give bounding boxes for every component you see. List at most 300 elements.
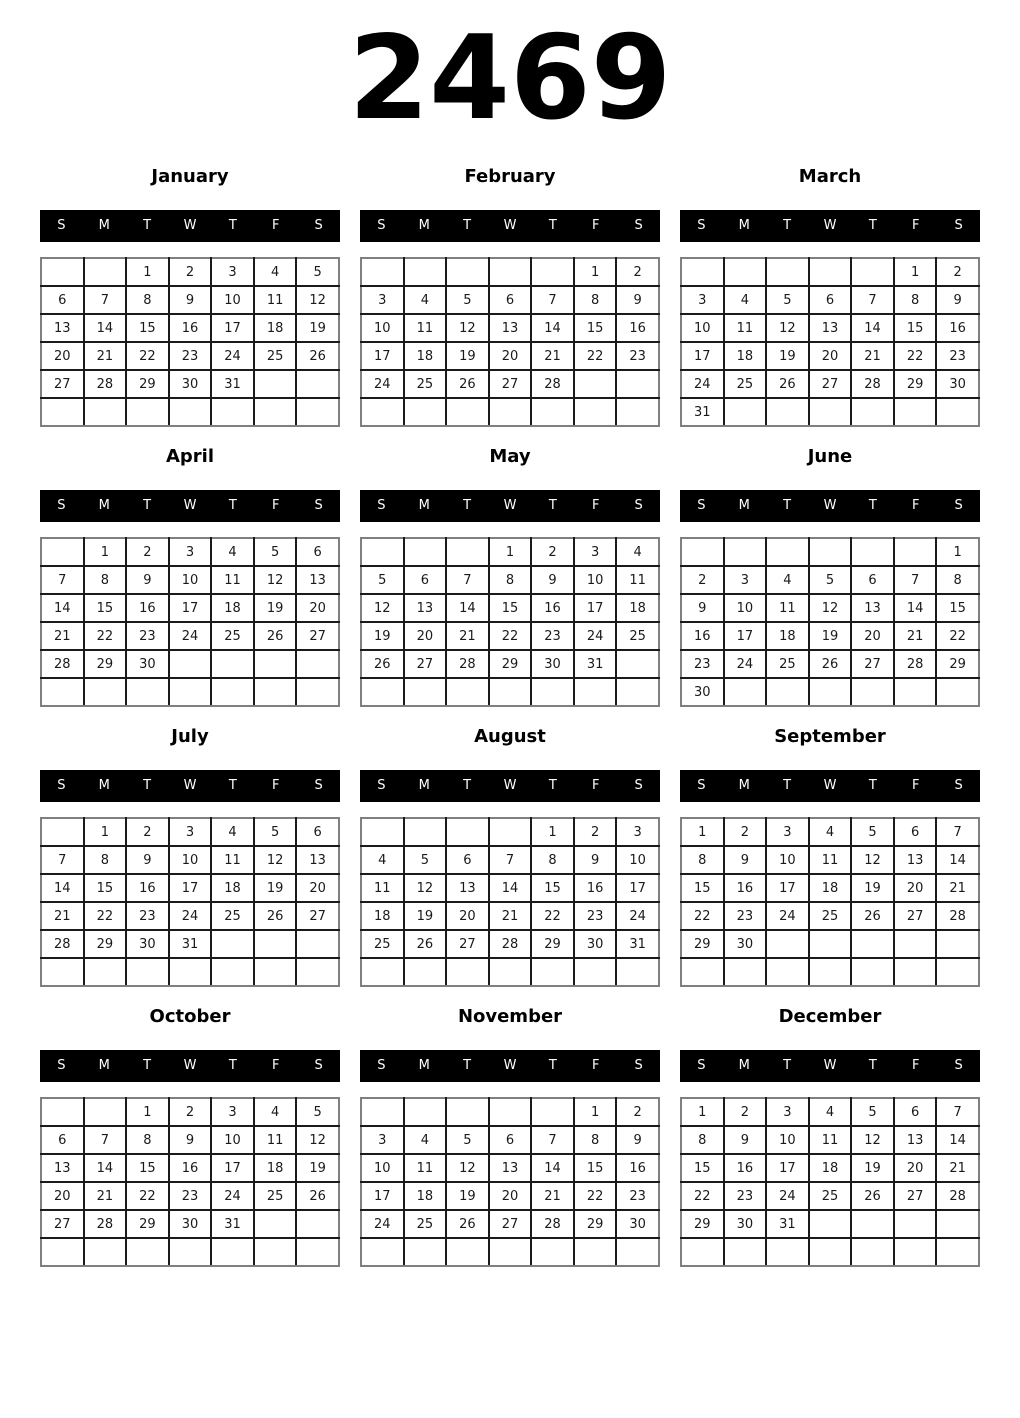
date-cell: 15 [84, 594, 127, 622]
weekday-label: F [271, 498, 280, 513]
date-cell: 20 [851, 622, 894, 650]
date-cell: 31 [169, 930, 212, 958]
header-grid-gap [360, 802, 660, 817]
date-cell [766, 398, 809, 426]
date-cell: 2 [126, 538, 169, 566]
weekday-label: T [463, 1058, 472, 1073]
week-row [41, 818, 339, 846]
date-cell: 25 [404, 1210, 447, 1238]
date-cell: 12 [766, 314, 809, 342]
week-row [361, 1154, 659, 1182]
date-cell [169, 678, 212, 706]
date-cell [531, 1098, 574, 1126]
week-row [41, 342, 339, 370]
month-title: May [489, 446, 531, 467]
date-cell: 1 [489, 538, 532, 566]
date-cell: 2 [936, 258, 979, 286]
date-cell: 11 [211, 846, 254, 874]
weekday-label: S [697, 218, 706, 233]
date-cell: 14 [531, 1154, 574, 1182]
date-cell [489, 1238, 532, 1266]
date-cell: 10 [574, 566, 617, 594]
date-cell: 7 [41, 566, 84, 594]
date-cell: 11 [404, 1154, 447, 1182]
date-cell: 19 [809, 622, 852, 650]
date-cell: 27 [446, 930, 489, 958]
week-row [681, 1238, 979, 1266]
weekday-label: S [314, 1058, 323, 1073]
date-cell [809, 930, 852, 958]
date-cell: 9 [574, 846, 617, 874]
date-cell [404, 818, 447, 846]
date-cell [809, 1238, 852, 1266]
date-cell: 16 [616, 314, 659, 342]
date-cell: 19 [296, 314, 339, 342]
month-title: October [149, 1006, 231, 1027]
date-cell: 1 [126, 258, 169, 286]
month-title: February [464, 166, 556, 187]
date-cell [404, 258, 447, 286]
date-cell: 28 [41, 930, 84, 958]
date-cell: 13 [296, 566, 339, 594]
weekday-header [40, 770, 340, 802]
date-cell: 2 [724, 1098, 767, 1126]
weekday-label: S [314, 218, 323, 233]
month-november [360, 1005, 660, 1267]
date-cell [851, 678, 894, 706]
date-cell: 21 [851, 342, 894, 370]
weekday-label: T [868, 498, 877, 513]
weekday-header [360, 1050, 660, 1082]
date-cell: 26 [404, 930, 447, 958]
date-cell: 18 [211, 594, 254, 622]
week-row [41, 1098, 339, 1126]
date-cell [84, 958, 127, 986]
date-cell [41, 538, 84, 566]
date-cell: 28 [489, 930, 532, 958]
year-title: 2469 [348, 11, 672, 146]
date-cell: 2 [681, 566, 724, 594]
date-cell: 8 [84, 846, 127, 874]
date-cell [446, 1238, 489, 1266]
date-cell: 7 [84, 286, 127, 314]
date-cell: 23 [126, 902, 169, 930]
date-cell: 15 [126, 314, 169, 342]
month-title: December [778, 1006, 882, 1027]
week-row [361, 538, 659, 566]
date-cell: 17 [724, 622, 767, 650]
date-cell: 9 [169, 286, 212, 314]
date-cell: 18 [809, 874, 852, 902]
date-cell: 18 [766, 622, 809, 650]
weekday-label: T [868, 1058, 877, 1073]
date-cell [809, 398, 852, 426]
dates-table [40, 817, 340, 987]
week-row [41, 622, 339, 650]
week-row [41, 258, 339, 286]
date-cell: 23 [681, 650, 724, 678]
date-cell [809, 538, 852, 566]
date-cell: 3 [766, 1098, 809, 1126]
weekday-header [680, 770, 980, 802]
date-cell [936, 958, 979, 986]
date-cell: 6 [894, 818, 937, 846]
date-cell: 3 [574, 538, 617, 566]
week-row [361, 1126, 659, 1154]
date-cell: 4 [809, 1098, 852, 1126]
date-cell [616, 678, 659, 706]
date-cell [404, 1238, 447, 1266]
weekday-label: S [314, 778, 323, 793]
date-cell: 14 [531, 314, 574, 342]
weekday-label: F [591, 498, 600, 513]
header-grid-gap [40, 1082, 340, 1097]
date-cell [361, 258, 404, 286]
week-row [361, 902, 659, 930]
date-cell: 6 [851, 566, 894, 594]
date-cell: 11 [211, 566, 254, 594]
date-cell: 4 [809, 818, 852, 846]
date-cell: 17 [361, 342, 404, 370]
date-cell: 20 [894, 1154, 937, 1182]
date-cell: 24 [766, 902, 809, 930]
week-row [681, 958, 979, 986]
date-cell: 5 [254, 538, 297, 566]
date-cell: 17 [361, 1182, 404, 1210]
month-title: June [807, 446, 853, 467]
date-cell: 11 [361, 874, 404, 902]
date-cell: 19 [851, 1154, 894, 1182]
dates-table [40, 1097, 340, 1267]
date-cell: 16 [531, 594, 574, 622]
week-row [681, 342, 979, 370]
date-cell [616, 370, 659, 398]
date-cell: 18 [361, 902, 404, 930]
date-cell: 4 [211, 818, 254, 846]
week-row [41, 1126, 339, 1154]
date-cell: 10 [211, 1126, 254, 1154]
date-cell: 27 [851, 650, 894, 678]
weekday-label: T [548, 778, 557, 793]
date-cell: 22 [126, 342, 169, 370]
date-cell [681, 1238, 724, 1266]
date-cell [446, 678, 489, 706]
date-cell: 24 [574, 622, 617, 650]
week-row [681, 566, 979, 594]
weekday-label: M [98, 218, 110, 233]
weekday-label: W [503, 1058, 517, 1073]
date-cell: 12 [254, 846, 297, 874]
date-cell: 22 [574, 1182, 617, 1210]
weekday-label: F [271, 1058, 280, 1073]
date-cell: 13 [809, 314, 852, 342]
week-row [681, 1098, 979, 1126]
date-cell [809, 678, 852, 706]
date-cell: 19 [766, 342, 809, 370]
date-cell: 1 [126, 1098, 169, 1126]
date-cell: 4 [211, 538, 254, 566]
date-cell [766, 258, 809, 286]
date-cell [169, 398, 212, 426]
weekday-label: T [783, 218, 792, 233]
header-grid-gap [360, 1082, 660, 1097]
week-row [361, 930, 659, 958]
date-cell [361, 958, 404, 986]
date-cell: 1 [84, 538, 127, 566]
date-cell: 20 [489, 1182, 532, 1210]
weekday-label: S [634, 498, 643, 513]
date-cell: 29 [681, 930, 724, 958]
date-cell: 5 [851, 818, 894, 846]
weekday-label: F [591, 218, 600, 233]
date-cell: 24 [211, 342, 254, 370]
date-cell: 22 [84, 622, 127, 650]
weekday-label: S [57, 778, 66, 793]
week-row [361, 1238, 659, 1266]
date-cell [446, 398, 489, 426]
date-cell [254, 650, 297, 678]
date-cell: 24 [681, 370, 724, 398]
weekday-label: S [634, 1058, 643, 1073]
date-cell: 5 [446, 1126, 489, 1154]
date-cell: 28 [531, 370, 574, 398]
date-cell: 26 [361, 650, 404, 678]
date-cell: 8 [681, 1126, 724, 1154]
date-cell: 22 [489, 622, 532, 650]
date-cell: 15 [681, 874, 724, 902]
date-cell [126, 1238, 169, 1266]
date-cell: 25 [809, 902, 852, 930]
date-cell [489, 258, 532, 286]
date-cell: 25 [254, 1182, 297, 1210]
date-cell: 30 [126, 930, 169, 958]
date-cell: 24 [361, 370, 404, 398]
date-cell: 25 [404, 370, 447, 398]
date-cell [766, 538, 809, 566]
date-cell: 10 [169, 566, 212, 594]
week-row [361, 846, 659, 874]
week-row [41, 594, 339, 622]
date-cell: 6 [489, 1126, 532, 1154]
date-cell: 5 [404, 846, 447, 874]
date-cell [404, 678, 447, 706]
week-row [41, 566, 339, 594]
date-cell: 28 [41, 650, 84, 678]
date-cell: 20 [446, 902, 489, 930]
date-cell [851, 930, 894, 958]
date-cell [84, 258, 127, 286]
date-cell [211, 930, 254, 958]
month-may [360, 445, 660, 707]
date-cell: 14 [41, 594, 84, 622]
date-cell: 16 [724, 1154, 767, 1182]
date-cell [211, 398, 254, 426]
date-cell [681, 538, 724, 566]
date-cell: 27 [894, 902, 937, 930]
date-cell: 23 [126, 622, 169, 650]
weekday-label: F [911, 218, 920, 233]
date-cell: 30 [616, 1210, 659, 1238]
date-cell: 19 [446, 342, 489, 370]
date-cell: 21 [446, 622, 489, 650]
date-cell: 4 [766, 566, 809, 594]
week-row [41, 398, 339, 426]
weekday-header [360, 490, 660, 522]
date-cell: 6 [41, 286, 84, 314]
week-row [681, 286, 979, 314]
weekday-label: W [183, 218, 197, 233]
weekday-header [360, 770, 660, 802]
date-cell: 16 [169, 1154, 212, 1182]
weekday-label: M [418, 498, 430, 513]
month-june [680, 445, 980, 707]
date-cell: 4 [254, 1098, 297, 1126]
date-cell: 21 [41, 622, 84, 650]
date-cell: 16 [681, 622, 724, 650]
date-cell [894, 930, 937, 958]
date-cell: 12 [296, 286, 339, 314]
date-cell: 29 [681, 1210, 724, 1238]
date-cell [766, 1238, 809, 1266]
date-cell: 8 [126, 286, 169, 314]
date-cell: 3 [724, 566, 767, 594]
month-february [360, 165, 660, 427]
date-cell: 2 [574, 818, 617, 846]
date-cell [361, 538, 404, 566]
date-cell: 14 [936, 1126, 979, 1154]
date-cell: 13 [894, 1126, 937, 1154]
date-cell: 12 [809, 594, 852, 622]
month-january [40, 165, 340, 427]
date-cell: 7 [41, 846, 84, 874]
date-cell: 27 [809, 370, 852, 398]
date-cell: 22 [531, 902, 574, 930]
date-cell: 21 [41, 902, 84, 930]
date-cell: 10 [169, 846, 212, 874]
date-cell: 11 [254, 286, 297, 314]
date-cell: 22 [936, 622, 979, 650]
date-cell: 31 [211, 1210, 254, 1238]
date-cell [84, 1098, 127, 1126]
date-cell: 29 [489, 650, 532, 678]
date-cell [894, 958, 937, 986]
date-cell: 23 [616, 342, 659, 370]
date-cell: 15 [894, 314, 937, 342]
week-row [361, 258, 659, 286]
date-cell: 11 [809, 846, 852, 874]
weekday-label: M [738, 778, 750, 793]
date-cell: 17 [766, 874, 809, 902]
date-cell: 23 [936, 342, 979, 370]
weekday-label: M [418, 1058, 430, 1073]
dates-table [360, 257, 660, 427]
date-cell: 30 [169, 370, 212, 398]
week-row [361, 370, 659, 398]
date-cell: 15 [574, 314, 617, 342]
date-cell [616, 398, 659, 426]
date-cell: 17 [169, 874, 212, 902]
week-row [41, 678, 339, 706]
date-cell: 4 [254, 258, 297, 286]
weekday-label: W [183, 1058, 197, 1073]
dates-table [360, 1097, 660, 1267]
dates-table [40, 537, 340, 707]
date-cell: 15 [574, 1154, 617, 1182]
date-cell [169, 958, 212, 986]
date-cell: 5 [851, 1098, 894, 1126]
date-cell: 15 [531, 874, 574, 902]
week-row [681, 818, 979, 846]
date-cell [531, 398, 574, 426]
weekday-label: T [143, 1058, 152, 1073]
date-cell: 20 [894, 874, 937, 902]
date-cell: 10 [616, 846, 659, 874]
week-row [681, 1210, 979, 1238]
date-cell: 19 [851, 874, 894, 902]
date-cell: 14 [936, 846, 979, 874]
date-cell: 23 [616, 1182, 659, 1210]
date-cell: 13 [489, 1154, 532, 1182]
date-cell: 14 [489, 874, 532, 902]
date-cell: 24 [766, 1182, 809, 1210]
date-cell [361, 818, 404, 846]
date-cell: 26 [446, 370, 489, 398]
date-cell: 18 [724, 342, 767, 370]
weekday-label: F [271, 778, 280, 793]
weekday-label: T [548, 1058, 557, 1073]
weekday-label: S [634, 218, 643, 233]
date-cell: 10 [361, 1154, 404, 1182]
week-row [681, 650, 979, 678]
date-cell [361, 398, 404, 426]
month-title: July [171, 726, 209, 747]
weekday-label: M [418, 778, 430, 793]
date-cell: 30 [126, 650, 169, 678]
weekday-label: W [823, 218, 837, 233]
date-cell [724, 258, 767, 286]
date-cell: 1 [681, 818, 724, 846]
date-cell: 18 [211, 874, 254, 902]
weekday-label: S [954, 218, 963, 233]
weekday-label: M [738, 498, 750, 513]
date-cell: 7 [84, 1126, 127, 1154]
date-cell: 24 [211, 1182, 254, 1210]
date-cell [574, 398, 617, 426]
weekday-label: T [228, 778, 237, 793]
week-row [361, 650, 659, 678]
week-row [41, 874, 339, 902]
weekday-label: W [503, 498, 517, 513]
week-row [41, 370, 339, 398]
date-cell: 4 [724, 286, 767, 314]
date-cell: 11 [766, 594, 809, 622]
date-cell: 28 [894, 650, 937, 678]
date-cell: 3 [169, 538, 212, 566]
date-cell [766, 930, 809, 958]
date-cell [681, 258, 724, 286]
date-cell [404, 398, 447, 426]
month-august [360, 725, 660, 987]
date-cell: 24 [361, 1210, 404, 1238]
date-cell [851, 1238, 894, 1266]
week-row [361, 286, 659, 314]
month-march [680, 165, 980, 427]
date-cell [489, 818, 532, 846]
date-cell: 17 [766, 1154, 809, 1182]
week-row [361, 398, 659, 426]
date-cell: 16 [724, 874, 767, 902]
dates-table [360, 537, 660, 707]
